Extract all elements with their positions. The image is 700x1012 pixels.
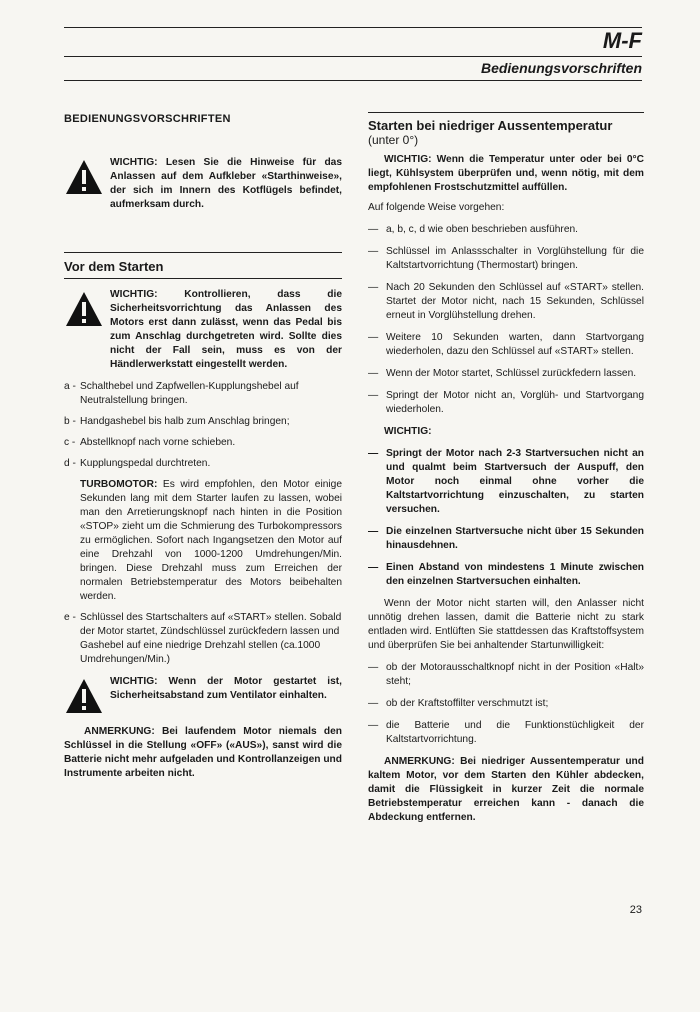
- list-text: Einen Abstand von mindestens 1 Minute zwischen den einzelnen Startversuchen einhalten.: [386, 562, 644, 587]
- warning-block-2: [64, 288, 342, 372]
- note-paragraph: ANMERKUNG: Bei laufendem Motor niemals den Schlüssel in die Stellung «OFF» («AUS»), sanst wird die Batterie nicht mehr aufgeladen und Kontrollanzeigen und Instrumente arbeiten nicht.: [64, 726, 342, 779]
- list-item: [368, 223, 644, 237]
- warning-text-1: WICHTIG: Lesen Sie die Hinweise für das Anlassen auf dem Aufkleber «Starthinweise», der sich im Innern des Kotflügels befindet, aufmerksam durch.: [110, 157, 342, 210]
- list-item: [368, 447, 644, 517]
- page-subtitle: Bedienungsvorschriften: [480, 60, 642, 76]
- list-item: [368, 389, 644, 417]
- list-marker: d -: [64, 458, 76, 469]
- warning-text-2: WICHTIG: Kontrollieren, dass die Sicherheitsvorrichtung das Anlassen des Motors erst dann zulässt, wenn das Pedal bis zum Anschlag durchgetreten wird. Sollte dies nicht der Fall sein, muss es von der Händlerwerkstatt eingestellt werden.: [110, 289, 342, 370]
- list-marker: a -: [64, 381, 76, 392]
- procedure-list: [368, 223, 644, 417]
- section-title-vor-dem-starten: Vor dem Starten: [64, 259, 164, 274]
- right-column: [368, 112, 644, 825]
- list-text: Die einzelnen Startversuche nicht über 15 Sekunden hinausdehnen.: [386, 526, 644, 551]
- dash-marker: —: [368, 720, 379, 731]
- list-text: Springt der Motor nicht an, Vorglüh- und Startvorgang wiederholen.: [386, 390, 644, 415]
- important-list: [368, 447, 644, 589]
- warning-block-1: [64, 156, 342, 212]
- dash-marker: —: [368, 662, 379, 673]
- left-divider: [64, 252, 342, 253]
- list-text: Springt der Motor nach 2-3 Startversuchen nicht an und qualmt beim Startversuch der Auspuff, den Motor noch einmal ohne vorher die Kaltstartvorrichtung einzuschalten, zu starten versuchen.: [386, 448, 644, 515]
- list-text: Nach 20 Sekunden den Schlüssel auf «START» stellen. Startet der Motor nicht, nach 15 Sekunden, Schlüssel erneut in Vorglühstellung drehen.: [386, 282, 644, 321]
- list-marker: e -: [64, 612, 76, 623]
- right-divider: [368, 112, 644, 113]
- page-number: 23: [629, 904, 642, 916]
- section-title-kaltstart: Starten bei niedriger Aussentemperatur: [368, 118, 613, 133]
- dash-marker: —: [368, 332, 379, 343]
- list-item: [368, 331, 644, 359]
- turbo-paragraph: [64, 478, 342, 604]
- step-list: [64, 380, 342, 471]
- warning-triangle-icon: [64, 290, 104, 328]
- list-item: [64, 415, 342, 429]
- list-item: [368, 661, 644, 689]
- check-list: [368, 661, 644, 747]
- list-item: [368, 525, 644, 553]
- note-paragraph: ANMERKUNG: Bei niedriger Aussentemperatur und kaltem Motor, vor dem Starten den Kühler abdecken, damit die Flüssigkeit in kurzer Zeit die normale Betriebstemperatur erreichen kann - danach die Abdeckung entfernen.: [368, 756, 644, 823]
- list-text: Kupplungspedal durchtreten.: [80, 458, 211, 469]
- body-paragraph: Wenn der Motor nicht starten will, den Anlasser nicht unnötig drehen lassen, damit die Batterie nicht zu stark entladen wird. Entlüften Sie stattdessen das Kraftstoffsystem und überprüfen Sie bei anhaltender Startunwilligkeit:: [368, 598, 644, 651]
- list-text: Schlüssel des Startschalters auf «START» stellen. Sobald der Motor startet, Zündschlüssel zurückfedern lassen und Gashebel auf eine niedrige Drehzahl stellen (ca.1000 Umdrehungen/Min.): [80, 612, 342, 665]
- list-text: Handgashebel bis halb zum Anschlag bringen;: [80, 416, 290, 427]
- list-item: [368, 697, 644, 711]
- list-item: [368, 719, 644, 747]
- list-marker: b -: [64, 416, 76, 427]
- list-item: [368, 281, 644, 323]
- list-marker: c -: [64, 437, 76, 448]
- warning-triangle-icon: [64, 677, 104, 715]
- header-rule-bottom: [64, 80, 642, 81]
- list-item: [64, 457, 342, 471]
- header-rule-middle: [64, 56, 642, 57]
- dash-marker: —: [368, 526, 379, 537]
- list-item: [64, 611, 342, 667]
- dash-marker: —: [368, 246, 379, 257]
- warning-triangle-icon: [64, 158, 104, 196]
- left-column: [64, 112, 342, 781]
- intro-text: Auf folgende Weise vorgehen:: [368, 202, 505, 213]
- dash-marker: —: [368, 562, 379, 573]
- list-item: [368, 561, 644, 589]
- list-text: Schlüssel im Anlassschalter in Vorglühstellung für die Kaltstartvorrichtung (Thermostart) bringen.: [386, 246, 644, 271]
- list-text: Abstellknopf nach vorne schieben.: [80, 437, 236, 448]
- important-label: WICHTIG:: [384, 426, 432, 437]
- turbo-label: TURBOMOTOR:: [80, 479, 158, 490]
- left-title-underline: [64, 278, 342, 279]
- list-text: Schalthebel und Zapfwellen-Kupplungshebel auf Neutralstellung bringen.: [80, 381, 299, 406]
- list-item: [64, 436, 342, 450]
- list-text: ob der Kraftstoffilter verschmutzt ist;: [386, 698, 549, 709]
- dash-marker: —: [368, 390, 379, 401]
- list-text: die Batterie und die Funktionstüchligkeit der Kaltstartvorrichtung.: [386, 720, 644, 745]
- section-heading: BEDIENUNGSVORSCHRIFTEN: [64, 113, 231, 125]
- warning-text-3: WICHTIG: Wenn der Motor gestartet ist, Sicherheitsabstand zum Ventilator einhalten.: [110, 676, 342, 701]
- turbo-text: Es wird empfohlen, den Motor einige Sekunden lang mit dem Starter laufen zu lassen, wobei man den Arretierungsknopf nach hinten in die Position «STOP» zieht um die Schmierung des Turbokompressors zu ermöglichen. Sofort nach Ingangsetzen den Motor auf eine Drehzahl von 1000-1200 Umdrehungen/Min. bringen. Diese Drehzahl muss zum Erreichen der normalen Betriebstemperatur des Motors beibehalten werden.: [80, 479, 342, 602]
- dash-marker: —: [368, 448, 379, 459]
- header-rule-top: [64, 27, 642, 28]
- list-item: [368, 245, 644, 273]
- dash-marker: —: [368, 224, 379, 235]
- dash-marker: —: [368, 282, 379, 293]
- list-text: a, b, c, d wie oben beschrieben ausführen.: [386, 224, 578, 235]
- warning-block-3: [64, 675, 342, 715]
- warning-text-cold: WICHTIG: Wenn die Temperatur unter oder bei 0°C liegt, Kühlsystem überprüfen und, wenn nötig, mit dem empfohlenen Frostschutzmittel auffüllen.: [368, 154, 644, 193]
- list-item: [64, 380, 342, 408]
- list-item: [368, 367, 644, 381]
- list-text: Wenn der Motor startet, Schlüssel zurückfedern lassen.: [386, 368, 637, 379]
- dash-marker: —: [368, 368, 379, 379]
- brand-logo-text: M-F: [602, 28, 642, 53]
- section-subtitle-kaltstart: (unter 0°): [368, 133, 419, 147]
- list-text: Weitere 10 Sekunden warten, dann Startvorgang wiederholen, dazu den Schlüssel auf «START» stellen.: [386, 332, 644, 357]
- dash-marker: —: [368, 698, 379, 709]
- list-text: ob der Motorausschaltknopf nicht in der Position «Halt» steht;: [386, 662, 644, 687]
